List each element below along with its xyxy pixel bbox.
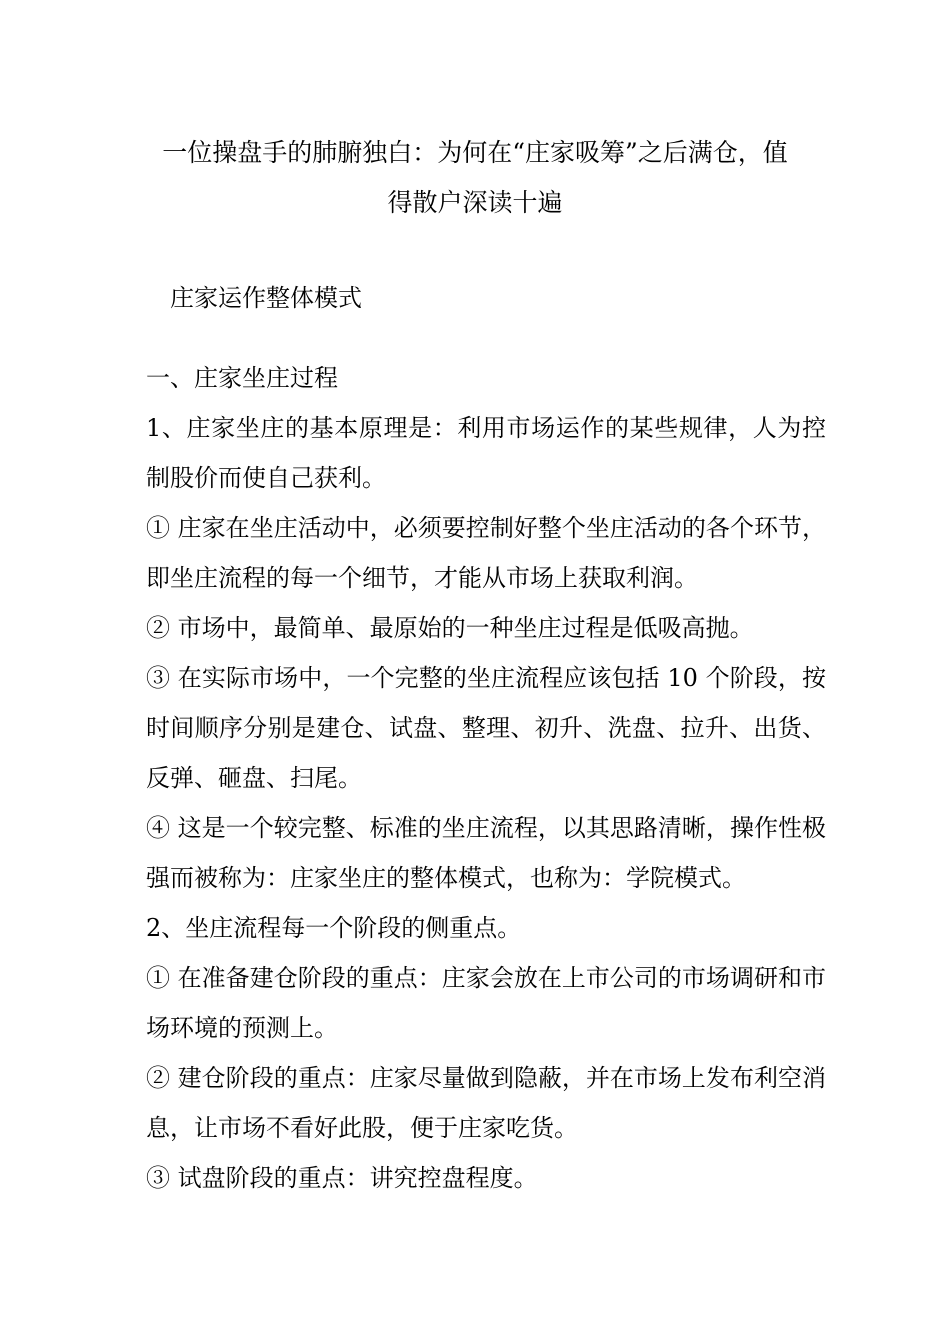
title-line-2: 得散户深读十遍 — [387, 188, 563, 217]
document-title — [130, 128, 820, 228]
document-body — [146, 353, 826, 1203]
paragraph: ③ 试盘阶段的重点：讲究控盘程度。 — [146, 1164, 538, 1192]
paragraph: ② 市场中，最简单、最原始的一种坐庄过程是低吸高抛。 — [146, 614, 754, 642]
section-subtitle: 庄家运作整体模式 — [170, 284, 362, 312]
section-heading: 一、庄家坐庄过程 — [146, 364, 338, 392]
paragraph: ① 庄家在坐庄活动中，必须要控制好整个坐庄活动的各个环节，即坐庄流程的每一个细节，才能从市场上获取利润。 — [146, 514, 826, 592]
paragraph: 2、坐庄流程每一个阶段的侧重点。 — [146, 914, 522, 942]
paragraph: ④ 这是一个较完整、标准的坐庄流程，以其思路清晰，操作性极强而被称为：庄家坐庄的整体模式，也称为：学院模式。 — [146, 814, 826, 892]
paragraph: 1、庄家坐庄的基本原理是：利用市场运作的某些规律，人为控制股价而使自己获利。 — [146, 414, 826, 492]
paragraph: ② 建仓阶段的重点：庄家尽量做到隐蔽，并在市场上发布利空消息，让市场不看好此股，便于庄家吃货。 — [146, 1064, 826, 1142]
title-line-1: 一位操盘手的肺腑独白：为何在“庄家吸筹”之后满仓，值 — [162, 138, 788, 167]
paragraph: ③ 在实际市场中，一个完整的坐庄流程应该包括 10 个阶段，按时间顺序分别是建仓、试盘、整理、初升、洗盘、拉升、出货、反弹、砸盘、扫尾。 — [146, 664, 826, 792]
paragraph: ① 在准备建仓阶段的重点：庄家会放在上市公司的市场调研和市场环境的预测上。 — [146, 964, 826, 1042]
